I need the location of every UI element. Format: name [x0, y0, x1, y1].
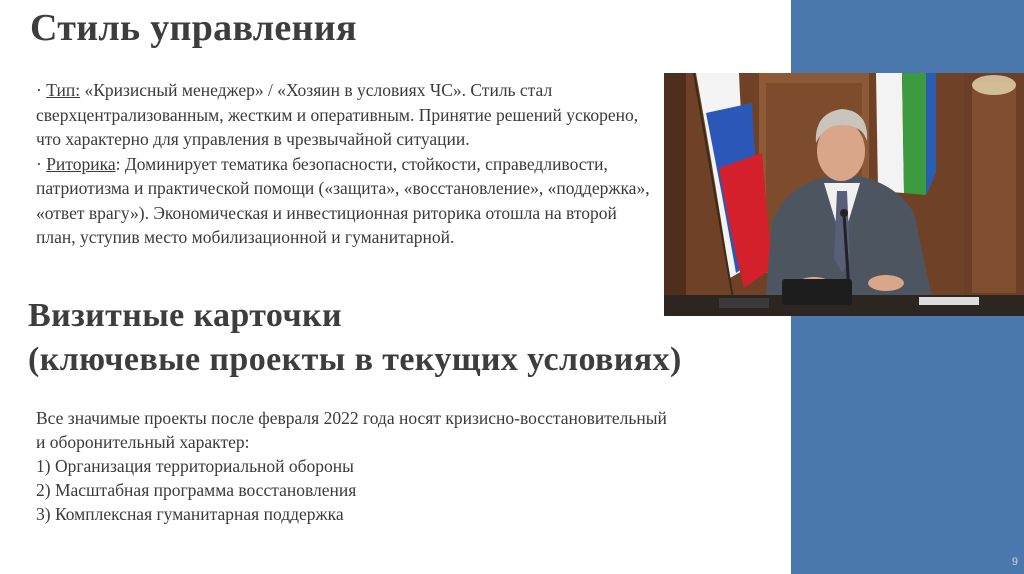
project-item: 3) Комплексная гуманитарная поддержка — [36, 504, 344, 524]
projects-intro-line1: Все значимые проекты после февраля 2022 года носят кризисно-восстановительный — [36, 408, 667, 428]
bullet-list — [36, 78, 656, 250]
section-heading — [28, 294, 788, 382]
bullet-label-type: Тип: — [46, 80, 81, 100]
bullet-label-rhetoric: Риторика — [46, 153, 116, 174]
bullet-marker: · — [36, 80, 42, 100]
bullet-item-rhetoric — [36, 152, 656, 250]
bullet-text-type: «Кризисный менеджер» / «Хозяин в условиях ЧС». Стиль стал сверхцентрализованным, жестким и оперативным. Принятие решений ускорено, что характерно для управления в чрезвычайной ситуации. — [36, 80, 639, 149]
bullet-text-rhetoric: : Доминирует тематика безопасности, стойкости, справедливости, патриотизма и практической помощи («защита», «восстановление», «поддержка», «ответ врагу»). Экономическая и инвестиционная риторика отошла на второй план, уступив место мобилизационной и гуманитарной. — [36, 153, 650, 247]
page-number: 9 — [1011, 556, 1018, 568]
bullet-marker: · — [36, 153, 42, 174]
governor-photo — [664, 73, 1024, 316]
project-item: 2) Масштабная программа восстановления — [36, 480, 357, 500]
project-item: 1) Организация территориальной обороны — [36, 456, 354, 476]
section-heading-line2: (ключевые проекты в текущих условиях) — [28, 341, 682, 378]
projects-text — [36, 406, 756, 526]
section-heading-line1: Визитные карточки — [28, 297, 343, 334]
governor-photo-illustration — [664, 73, 1024, 316]
slide-title: Стиль управления — [30, 7, 357, 49]
projects-intro-line2: и оборонительный характер: — [36, 432, 250, 452]
bullet-item-type — [36, 78, 656, 152]
